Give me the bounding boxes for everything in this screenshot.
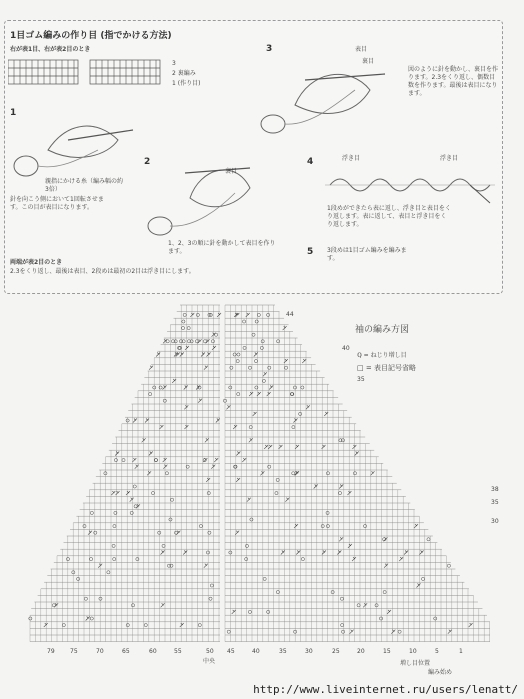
chart-grid	[30, 305, 490, 642]
stitch-mark	[269, 386, 273, 390]
stitch-mark	[237, 393, 240, 396]
stitch-mark	[340, 597, 343, 600]
step-3-label-a: 表目	[355, 46, 368, 53]
stitch-mark	[187, 327, 190, 330]
stitch-mark	[198, 399, 202, 403]
stitch-mark	[126, 419, 129, 422]
stitch-mark	[302, 359, 306, 363]
stitch-mark	[62, 624, 65, 627]
stitch-mark	[255, 320, 258, 323]
stitch-mark	[427, 538, 430, 541]
stitch-mark	[163, 458, 167, 462]
col-25: 25	[332, 648, 340, 655]
stitch-mark	[132, 458, 136, 462]
stitch-mark	[181, 327, 184, 330]
note-text: 2.3をくり返し、最後は表目、2段めは最初の2目は浮き目にします。	[10, 268, 195, 275]
stitch-mark	[348, 544, 352, 548]
stitch-mark	[182, 320, 185, 323]
stitch-mark	[447, 564, 450, 567]
stitch-mark	[90, 511, 93, 514]
legend-symbol-increase: ℚ	[357, 352, 362, 359]
stitch-mark	[314, 485, 318, 489]
stitch-mark	[352, 557, 356, 561]
stitch-mark	[322, 551, 326, 555]
stitch-mark	[84, 597, 87, 600]
stitch-mark	[299, 412, 302, 415]
stitch-mark	[293, 419, 297, 423]
step-5-text: 3段めは1目ゴム編みを編みます。	[327, 247, 407, 262]
stitch-mark	[112, 544, 115, 547]
stitch-mark	[114, 459, 117, 462]
stitch-mark	[350, 630, 354, 634]
stitch-mark	[247, 498, 251, 502]
stitch-mark	[337, 551, 341, 555]
stitch-mark	[204, 366, 208, 370]
stitch-mark	[133, 485, 136, 488]
step-3-text: 図のように針を動かし、裏目を作ります。2.3をくり返し、偶数目数を作ります。最後は表目になります。	[408, 66, 499, 97]
col-15: 15	[383, 648, 391, 655]
right-row-label-38: 38	[491, 486, 499, 493]
stitch-mark	[434, 617, 437, 620]
col-1: 1	[459, 648, 463, 655]
stitch-mark	[126, 624, 129, 627]
stitch-mark	[264, 445, 268, 449]
stitch-mark	[122, 459, 125, 462]
col-5: 5	[435, 648, 439, 655]
stitch-mark	[399, 557, 403, 561]
stitch-mark	[353, 472, 356, 475]
stitch-mark	[198, 624, 201, 627]
stitch-mark	[295, 445, 299, 449]
stitch-mark	[227, 630, 230, 633]
stitch-mark	[283, 326, 287, 330]
footer-url: http://www.liveinternet.ru/users/lenatt/	[253, 683, 518, 696]
stitch-mark	[420, 551, 424, 555]
step-2-number: 2	[144, 157, 151, 167]
stitch-mark	[387, 610, 391, 614]
stitch-mark	[277, 340, 280, 343]
stitch-mark	[130, 511, 133, 514]
stitch-mark	[321, 525, 324, 528]
stitch-mark	[206, 551, 209, 554]
stitch-mark	[29, 617, 32, 620]
stitch-mark	[165, 472, 168, 475]
panel-title: 1目ゴム編みの作り目 (指でかける方法)	[10, 31, 172, 41]
step-4-label-b: 浮き目	[440, 155, 459, 162]
stitch-mark	[339, 537, 343, 541]
col-35: 35	[279, 648, 287, 655]
stitch-mark	[252, 333, 255, 336]
stitch-mark	[212, 346, 216, 350]
stitch-mark	[267, 392, 271, 396]
ref-label-2: 2 裏編み	[172, 70, 196, 77]
stitch-mark	[245, 544, 248, 547]
step-5-number: 5	[307, 247, 314, 257]
stitch-mark	[133, 419, 137, 423]
stitch-mark	[184, 425, 188, 429]
stitch-mark	[196, 313, 199, 316]
stitch-mark	[384, 564, 388, 568]
stitch-mark	[371, 471, 375, 475]
stitch-mark	[301, 386, 304, 389]
stitch-mark	[211, 465, 215, 469]
stitch-mark	[236, 360, 239, 363]
stitch-mark	[162, 544, 165, 547]
stitch-mark	[275, 492, 278, 495]
ref-label-3: 3	[172, 60, 176, 67]
stitch-mark	[383, 591, 386, 594]
stitch-mark	[88, 531, 92, 535]
stitch-mark	[115, 452, 119, 456]
stitch-mark	[263, 577, 266, 580]
stitch-mark	[357, 604, 360, 607]
col-45: 45	[227, 648, 235, 655]
stitch-mark	[469, 623, 473, 627]
col-55: 55	[174, 648, 182, 655]
stitch-mark	[326, 472, 329, 475]
step-4-label-a: 浮き目	[342, 155, 361, 162]
stitch-mark	[116, 491, 120, 495]
col-30: 30	[305, 648, 313, 655]
stitch-mark	[216, 419, 220, 423]
col-65: 65	[122, 648, 130, 655]
stitch-mark	[166, 340, 169, 343]
stitch-mark	[260, 471, 264, 475]
col-20: 20	[357, 648, 365, 655]
stitch-mark	[130, 498, 134, 502]
sleeve-chart	[20, 300, 500, 650]
stitch-mark	[86, 617, 90, 621]
stitch-mark	[285, 498, 289, 502]
stitch-mark	[391, 630, 395, 634]
stitch-mark	[180, 353, 184, 357]
stitch-mark	[253, 412, 257, 416]
stitch-mark	[379, 617, 382, 620]
stitch-mark	[301, 558, 304, 561]
stitch-mark	[214, 333, 217, 336]
note-title: 両端が表2目のとき	[10, 259, 63, 266]
stitch-mark	[163, 465, 167, 469]
subhead: 右が表1目、右が表2目のとき	[10, 46, 91, 53]
step-4-number: 4	[307, 157, 314, 167]
stitch-mark	[352, 445, 356, 449]
stitch-mark	[83, 525, 86, 528]
col-40: 40	[252, 648, 260, 655]
stitch-mark	[89, 558, 92, 561]
stitch-mark	[236, 478, 240, 482]
stitch-mark	[254, 360, 257, 363]
chart-stitch-marks	[29, 313, 473, 634]
stitch-mark	[326, 525, 329, 528]
legend-knit: = 表目記号省略	[365, 364, 416, 372]
right-row-label-35: 35	[491, 499, 499, 506]
stitch-mark	[363, 603, 367, 607]
stitch-mark	[161, 551, 165, 555]
col-79: 79	[47, 648, 55, 655]
col-10: 10	[409, 648, 417, 655]
stitch-mark	[293, 386, 296, 389]
top-row-label: 44	[286, 311, 294, 318]
stitch-mark	[339, 485, 343, 489]
stitch-mark	[248, 610, 251, 613]
stitch-mark	[163, 399, 166, 402]
stitch-mark	[294, 524, 298, 528]
stitch-mark	[204, 564, 208, 568]
stitch-mark	[201, 353, 205, 357]
step-1-number: 1	[10, 108, 17, 118]
stitch-mark	[90, 617, 93, 620]
start-label: 編み始め	[428, 669, 453, 676]
stitch-mark	[94, 531, 97, 534]
stitch-mark	[331, 591, 334, 594]
stitch-mark	[180, 623, 184, 627]
stitch-mark	[206, 339, 210, 343]
stitch-mark	[254, 353, 258, 357]
stitch-mark	[167, 564, 170, 567]
cast-on-reference-diagram	[8, 56, 188, 98]
stitch-mark	[375, 604, 378, 607]
ref-label-1: 1 (作り目)	[172, 80, 201, 87]
stitch-mark	[284, 366, 287, 369]
stitch-mark	[184, 386, 188, 390]
stitch-mark	[236, 452, 240, 456]
stitch-mark	[111, 491, 115, 495]
stitch-mark	[158, 531, 161, 534]
stitch-mark	[77, 577, 80, 580]
stitch-mark	[347, 491, 351, 495]
col-75: 75	[70, 648, 78, 655]
bottom-axis	[0, 648, 524, 658]
col-60: 60	[149, 648, 157, 655]
stitch-mark	[159, 425, 163, 429]
stitch-mark	[113, 558, 116, 561]
col-50: 50	[206, 648, 214, 655]
stitch-mark	[149, 452, 153, 456]
step-2-illustration	[140, 148, 260, 238]
stitch-mark	[248, 366, 251, 369]
step-3-number: 3	[266, 44, 273, 54]
stitch-mark	[341, 630, 344, 633]
stitch-mark	[161, 603, 165, 607]
legend-symbol-knit: □	[357, 364, 364, 372]
row-label-35: 40	[342, 345, 350, 352]
stitch-mark	[207, 353, 211, 357]
stitch-mark	[292, 426, 295, 429]
stitch-mark	[257, 313, 260, 316]
stitch-mark	[44, 623, 48, 627]
stitch-mark	[131, 604, 134, 607]
stitch-mark	[276, 478, 279, 481]
stitch-mark	[113, 525, 116, 528]
stitch-mark	[134, 505, 137, 508]
stitch-mark	[292, 472, 295, 475]
stitch-mark	[339, 439, 342, 442]
stitch-mark	[296, 551, 300, 555]
stitch-mark	[136, 558, 139, 561]
step-4-text: 1段めができたら表に返し、浮き目と表目をくり返します。表に返して、表目と浮き目をくり返します。	[327, 205, 451, 228]
stitch-mark	[172, 379, 176, 383]
stitch-mark	[363, 525, 366, 528]
stitch-mark	[163, 386, 167, 390]
stitch-mark	[142, 438, 146, 442]
stitch-mark	[145, 419, 149, 423]
stitch-mark	[398, 630, 401, 633]
stitch-mark	[268, 445, 272, 449]
stitch-mark	[210, 584, 213, 587]
stitch-mark	[211, 340, 214, 343]
stitch-mark	[154, 459, 157, 462]
stitch-mark	[448, 630, 452, 634]
step-4-illustration	[325, 165, 495, 205]
stitch-mark	[249, 392, 253, 396]
stitch-mark	[246, 313, 250, 317]
stitch-mark	[144, 624, 147, 627]
stitch-mark	[170, 498, 173, 501]
right-row-label-30: 30	[491, 518, 499, 525]
stitch-mark	[355, 452, 359, 456]
stitch-mark	[198, 339, 202, 343]
stitch-mark	[249, 438, 253, 442]
stitch-mark	[404, 551, 408, 555]
stitch-mark	[99, 597, 102, 600]
stitch-mark	[149, 366, 153, 370]
stitch-mark	[341, 624, 344, 627]
center-label: 中央	[203, 658, 216, 665]
step-2-text: 1、2、3の順に針を動かして表目を作ります。	[168, 240, 276, 255]
stitch-mark	[184, 405, 188, 409]
stitch-mark	[209, 597, 212, 600]
legend-increase: = ねじり増し目	[363, 352, 407, 359]
step-1-text: 針を向こう側において1回転させます。この目が表目になります。	[10, 196, 104, 211]
stitch-mark	[242, 458, 246, 462]
stitch-mark	[185, 346, 189, 350]
stitch-mark	[245, 558, 248, 561]
stitch-mark	[147, 471, 151, 475]
stitch-mark	[250, 518, 253, 521]
stitch-mark	[214, 458, 218, 462]
col-70: 70	[96, 648, 104, 655]
stitch-mark	[417, 584, 421, 588]
stitch-mark	[104, 472, 107, 475]
stitch-mark	[414, 524, 418, 528]
stitch-mark	[190, 313, 194, 317]
step-2-label: 裏目	[225, 168, 238, 175]
stitch-mark	[263, 372, 267, 376]
stitch-mark	[207, 492, 210, 495]
stitch-mark	[421, 577, 424, 580]
stitch-mark	[226, 405, 230, 409]
stitch-mark	[107, 571, 110, 574]
increase-position-label: 増し目位置	[400, 660, 431, 667]
stitch-mark	[237, 353, 240, 356]
row-label-30: 35	[357, 376, 365, 383]
stitch-mark	[243, 320, 246, 323]
step-1-yarn-label: 親指にかける糸（編み幅の約3倍）	[45, 178, 124, 193]
stitch-mark	[199, 525, 202, 528]
stitch-mark	[338, 492, 341, 495]
stitch-mark	[306, 405, 310, 409]
stitch-mark	[126, 491, 130, 495]
stitch-mark	[233, 425, 237, 429]
stitch-mark	[149, 393, 152, 396]
stitch-mark	[183, 313, 186, 316]
stitch-mark	[232, 610, 236, 614]
step-3-label-b: 裏目	[362, 58, 375, 65]
chart-title: 袖の編み方図	[355, 325, 410, 335]
stitch-mark	[243, 346, 246, 349]
